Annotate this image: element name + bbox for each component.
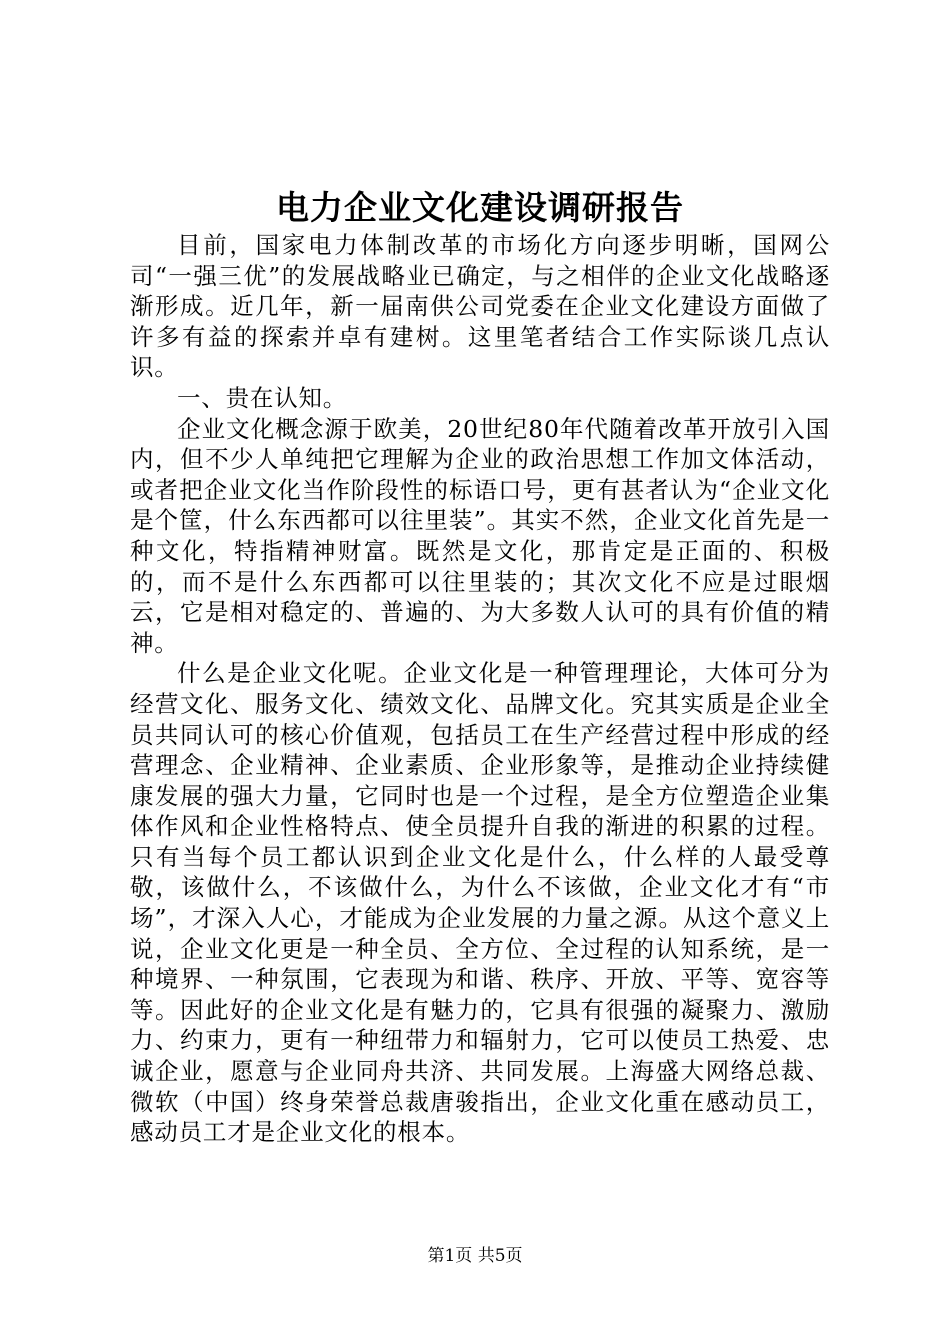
page-number-footer: 第1页 共5页 xyxy=(427,1246,523,1266)
paragraph-concept-origin: 企业文化概念源于欧美，20世纪80年代随着改革开放引入国内，但不少人单纯把它理解为企业的政治思想工作加文体活动，或者把企业文化当作阶段性的标语口号，更有甚者认为“企业文化是个筐，什么东西都可以往里装”。其实不然，企业文化首先是一种文化，特指精神财富。既然是文化，那肯定是正面的、积极的，而不是什么东西都可以往里装的；其次文化不应是过眼烟云，它是相对稳定的、普遍的、为大多数人认可的具有价值的精神。 xyxy=(130,414,830,657)
document-body xyxy=(130,230,830,1148)
paragraph-intro: 目前，国家电力体制改革的市场化方向逐步明晰，国网公司“一强三优”的发展战略业已确定，与之相伴的企业文化战略逐渐形成。近几年，新一届南供公司党委在企业文化建设方面做了许多有益的探索并卓有建树。这里笔者结合工作实际谈几点认识。 xyxy=(130,231,830,382)
document-title: 电力企业文化建设调研报告 xyxy=(276,188,684,227)
section-heading-cognition: 一、贵在认知。 xyxy=(177,383,348,412)
paragraph-what-is-culture: 什么是企业文化呢。企业文化是一种管理理论，大体可分为经营文化、服务文化、绩效文化、品牌文化。究其实质是企业全员共同认可的核心价值观，包括员工在生产经营过程中形成的经营理念、企业精神、企业素质、企业形象等，是推动企业持续健康发展的强大力量，它同时也是一个过程，是全方位塑造企业集体作风和企业性格特点、使全员提升自我的渐进的积累的过程。只有当每个员工都认识到企业文化是什么，什么样的人最受尊敬，该做什么，不该做什么，为什么不该做，企业文化才有“市场”，才深入人心，才能成为企业发展的力量之源。从这个意义上说，企业文化更是一种全员、全方位、全过程的认知系统，是一种境界、一种氛围，它表现为和谐、秩序、开放、平等、宽容等等。因此好的企业文化是有魅力的，它具有很强的凝聚力、激励力、约束力，更有一种纽带力和辐射力，它可以使员工热爱、忠诚企业，愿意与企业同舟共济、共同发展。上海盛大网络总裁、微软（中国）终身荣誉总裁唐骏指出，企业文化重在感动员工，感动员工才是企业文化的根本。 xyxy=(130,659,830,1147)
